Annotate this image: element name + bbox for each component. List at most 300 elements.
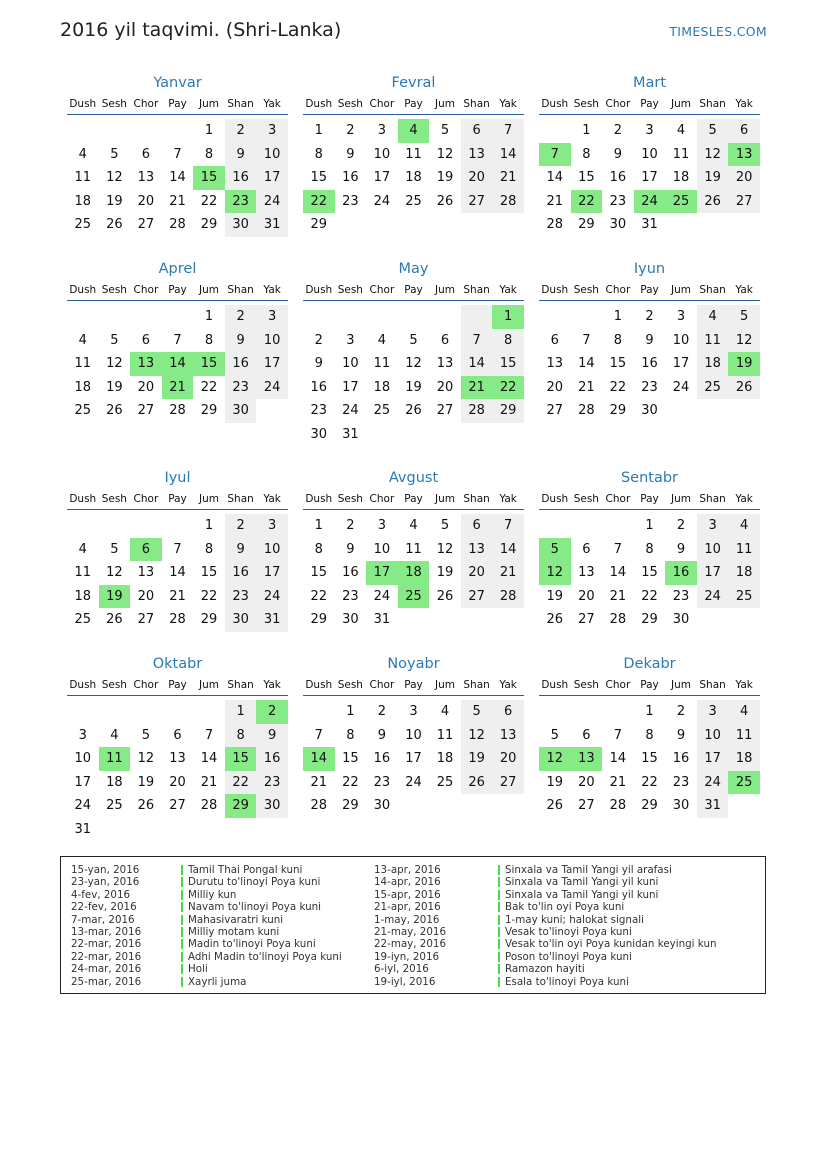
weekday-label: Sesh [101,98,127,110]
empty-cell [162,305,194,329]
legend-holiday-name [181,926,342,938]
day-cell: 12 [697,143,729,167]
weekday-label: Dush [541,284,569,296]
empty-cell [429,305,461,329]
day-cell: 8 [645,727,654,743]
day-cell: 9 [256,724,288,748]
day-cell: 28 [169,403,186,418]
day-cell: 9 [225,329,257,353]
day-cell: 19 [137,774,155,790]
day-cell: 14 [492,143,524,167]
weekday-label: Dush [541,493,569,505]
empty-cell [67,700,99,724]
day-cell: 14 [461,352,493,376]
legend-holiday-text: Sinxala va Tamil Yangi yil kuni [505,888,659,901]
day-cell: 29 [310,612,328,627]
weekday-label: Chor [133,493,159,505]
day-cell: 14 [609,751,627,766]
day-cell: 1 [314,518,323,533]
day-cell: 6 [461,119,493,143]
day-cell: 26 [461,771,493,795]
day-cell: 12 [461,724,493,748]
day-cell: 2 [676,518,686,533]
legend-marker [498,964,500,974]
day-cell: 23 [225,585,257,609]
empty-cell [571,514,603,538]
month-name: Mart [632,75,667,91]
day-cell: 13 [492,724,524,748]
legend-date: 25-mar, 2016 [71,975,142,988]
day-cell: 10 [641,146,658,162]
weekday-label: Shan [699,679,726,691]
day-cell: 18 [728,747,760,771]
day-cell: 29 [200,612,218,627]
empty-cell [571,305,603,329]
day-grid [67,514,288,632]
day-cell: 2 [377,704,387,719]
holiday-day-cell: 29 [225,794,257,818]
month-mart [539,72,760,237]
legend-holiday-name [181,901,342,913]
weekday-label: Shan [227,493,254,505]
empty-cell [335,305,367,329]
day-cell: 19 [106,379,123,395]
day-cell: 4 [676,123,686,138]
weekday-label: Jum [671,493,692,505]
weekday-label: Pay [404,679,423,691]
legend-holiday-name [498,889,717,901]
legend-holiday-name [181,963,342,975]
day-cell: 18 [373,379,391,395]
day-cell: 8 [204,146,214,162]
day-cell: 25 [74,217,92,232]
day-cell: 17 [697,747,729,771]
legend-date: 14-apr, 2016 [374,876,441,889]
day-cell: 7 [613,727,623,743]
day-cell: 2 [645,309,654,324]
day-cell: 13 [546,356,564,371]
legend-holiday-text: Milliy motam kuni [188,925,280,938]
weekday-label: Pay [168,98,187,110]
day-cell: 25 [405,193,422,209]
day-cell: 8 [204,332,214,348]
holiday-day-cell: 22 [303,190,335,214]
day-cell: 23 [641,379,658,395]
legend-holiday-text: Bak to'lin oyi Poya kuni [505,901,625,914]
weekday-label: Yak [499,98,517,110]
day-cell: 7 [173,332,182,348]
day-cell: 9 [377,727,387,743]
weekday-header [67,675,288,696]
legend-holiday-text: Holi [188,963,208,976]
weekday-label: Chor [369,679,395,691]
weekday-label: Sesh [101,679,127,691]
day-cell: 30 [672,798,690,813]
day-cell: 26 [137,798,155,813]
day-cell: 28 [492,190,524,214]
weekday-label: Shan [699,98,726,110]
month-aprel [67,258,288,423]
day-cell: 10 [256,329,288,353]
day-cell: 7 [613,541,623,557]
month-name: May [398,261,429,277]
month-name: Dekabr [623,656,676,672]
weekday-label: Jum [199,284,220,296]
weekday-label: Dush [541,98,569,110]
legend-holiday-name [498,914,717,926]
holiday-day-cell: 21 [162,376,194,400]
page-title: 2016 yil taqvimi. (Shri-Lanka) [60,19,342,41]
day-cell: 8 [582,146,591,162]
day-cell: 6 [582,541,591,557]
day-grid [303,305,524,446]
day-cell: 10 [697,724,729,748]
day-cell: 20 [436,379,454,395]
weekday-label: Jum [435,98,456,110]
weekday-label: Shan [227,98,254,110]
day-cell: 19 [546,774,564,790]
legend-holiday-text: Poson to'linoyi Poya kuni [505,950,632,963]
weekday-label: Yak [263,679,281,691]
day-cell: 12 [106,565,123,580]
day-cell: 21 [169,193,186,209]
day-cell: 9 [613,146,623,162]
day-cell: 13 [169,751,186,766]
weekday-label: Yak [263,98,281,110]
empty-cell [99,700,131,724]
month-dekabr [539,653,760,818]
day-cell: 23 [342,588,359,604]
month-avgust [303,467,524,632]
legend-holiday-text: Adhi Madin to'linoyi Poya kuni [188,950,342,963]
empty-cell [303,305,335,329]
empty-cell [193,700,225,724]
day-cell: 15 [310,565,328,580]
holiday-day-cell: 13 [728,143,760,167]
day-cell: 24 [256,376,288,400]
day-cell: 16 [609,170,627,185]
day-cell: 13 [461,143,493,167]
day-cell: 30 [672,612,690,627]
day-cell: 5 [697,119,729,143]
legend-marker [181,902,183,912]
day-cell: 17 [697,561,729,585]
day-cell: 19 [461,747,493,771]
weekday-label: Dush [69,98,97,110]
legend-marker [181,977,183,987]
day-cell: 29 [492,399,524,423]
weekday-label: Pay [640,284,659,296]
day-cell: 26 [106,403,123,418]
day-cell: 8 [314,146,323,162]
day-cell: 22 [609,379,627,395]
day-cell: 26 [405,403,422,418]
holiday-day-cell: 25 [398,585,430,609]
day-cell: 21 [609,588,627,604]
day-cell: 28 [200,798,218,813]
weekday-label: Yak [499,493,517,505]
weekday-label: Sesh [573,493,599,505]
weekday-label: Pay [168,679,187,691]
day-cell: 30 [342,612,359,627]
weekday-label: Sesh [337,284,363,296]
day-cell: 20 [578,774,595,790]
legend-marker [498,939,500,949]
day-cell: 26 [697,190,729,214]
weekday-label: Shan [227,284,254,296]
weekday-label: Jum [435,493,456,505]
day-cell: 2 [225,119,257,143]
day-cell: 18 [436,751,454,766]
day-cell: 5 [461,700,493,724]
day-cell: 9 [676,727,686,743]
legend-date: 13-mar, 2016 [71,925,142,938]
day-cell: 8 [225,724,257,748]
day-cell: 25 [436,774,454,790]
day-cell: 18 [74,588,92,604]
legend-holiday-text: 1-may kuni; halokat signali [505,913,644,926]
day-cell: 27 [546,403,564,418]
day-cell: 16 [342,170,359,185]
holiday-day-cell: 5 [539,538,571,562]
weekday-label: Sesh [101,284,127,296]
day-cell: 27 [137,403,155,418]
day-cell: 11 [74,565,92,580]
legend-holiday-text: Vesak to'lin oyi Poya kunidan keyingi kun [505,938,717,951]
day-cell: 18 [106,774,123,790]
day-grid [67,305,288,423]
day-cell: 10 [405,727,422,743]
day-cell: 17 [256,561,288,585]
day-cell: 12 [405,356,422,371]
legend-date: 22-mar, 2016 [71,950,142,963]
weekday-label: Chor [133,98,159,110]
day-cell: 19 [436,170,454,185]
day-cell: 7 [173,541,182,557]
month-name: Iyul [164,470,191,486]
day-grid [539,305,760,423]
holiday-day-cell: 2 [256,700,288,724]
day-cell: 19 [106,193,123,209]
day-cell: 28 [609,612,627,627]
legend-holiday-name [498,864,717,876]
holiday-legend [60,856,766,994]
day-cell: 13 [461,538,493,562]
day-cell: 5 [728,305,760,329]
day-cell: 28 [461,399,493,423]
legend-holiday-text: Milliy kun [188,888,237,901]
weekday-label: Shan [227,679,254,691]
weekday-label: Pay [168,284,187,296]
weekday-label: Jum [435,284,456,296]
day-cell: 31 [373,612,391,627]
day-cell: 10 [373,146,391,162]
day-cell: 5 [550,727,559,743]
day-cell: 27 [728,190,760,214]
holiday-day-cell: 11 [99,747,131,771]
legend-marker [498,952,500,962]
legend-date: 22-may, 2016 [374,938,447,951]
day-cell: 30 [609,217,627,232]
holiday-day-cell: 15 [193,166,225,190]
empty-cell [162,119,194,143]
weekday-label: Dush [305,493,333,505]
day-cell: 10 [74,751,92,766]
legend-holiday-text: Tamil Thai Pongal kuni [188,864,303,876]
day-grid [67,119,288,237]
month-sentabr [539,467,760,632]
day-cell: 3 [377,123,387,138]
day-grid [539,700,760,818]
holiday-day-cell: 7 [539,143,571,167]
month-name: Avgust [388,470,439,486]
day-cell: 22 [310,588,328,604]
brand-link[interactable]: TIMESLES.COM [669,24,767,39]
weekday-label: Chor [605,493,631,505]
day-cell: 3 [645,123,654,138]
holiday-day-cell: 18 [398,561,430,585]
day-cell: 30 [225,213,257,237]
day-cell: 12 [106,356,123,371]
day-cell: 31 [256,608,288,632]
day-cell: 18 [672,170,690,185]
day-cell: 10 [697,538,729,562]
day-cell: 27 [461,190,493,214]
legend-date: 21-may, 2016 [374,925,447,938]
weekday-label: Chor [133,679,159,691]
weekday-label: Yak [735,679,753,691]
day-cell: 10 [256,538,288,562]
legend-holiday-name [181,951,342,963]
day-cell: 19 [697,166,729,190]
day-cell: 5 [110,541,119,557]
day-cell: 16 [310,379,328,395]
day-cell: 1 [314,123,323,138]
weekday-label: Chor [605,98,631,110]
legend-marker [498,890,500,900]
weekday-label: Jum [199,98,220,110]
day-cell: 4 [78,146,87,162]
day-cell: 12 [436,541,454,557]
month-name: Fevral [391,75,436,91]
day-cell: 4 [697,305,729,329]
legend-holiday-text: Madin to'linoyi Poya kuni [188,938,316,951]
day-cell: 23 [225,376,257,400]
empty-cell [67,514,99,538]
day-cell: 8 [204,541,214,557]
legend-holiday-text: Vesak to'linoyi Poya kuni [505,925,632,938]
weekday-label: Jum [435,679,456,691]
month-iyun [539,258,760,423]
day-cell: 7 [204,727,214,743]
day-cell: 7 [461,329,493,353]
empty-cell [602,700,634,724]
day-cell: 20 [137,588,155,604]
legend-marker [498,927,500,937]
day-cell: 21 [492,561,524,585]
weekday-label: Dush [69,679,97,691]
day-cell: 20 [728,166,760,190]
day-cell: 21 [310,774,328,790]
weekday-label: Chor [369,284,395,296]
day-cell: 4 [377,332,387,348]
holiday-day-cell: 13 [571,747,603,771]
day-cell: 24 [697,771,729,795]
day-cell: 30 [225,608,257,632]
weekday-label: Sesh [337,98,363,110]
weekday-label: Chor [369,493,395,505]
day-cell: 4 [728,514,760,538]
day-cell: 1 [582,123,591,138]
day-cell: 27 [137,612,155,627]
day-cell: 16 [373,751,391,766]
legend-date: 23-yan, 2016 [71,876,140,889]
legend-holiday-text: Durutu to'linoyi Poya kuni [188,876,321,889]
weekday-label: Pay [640,98,659,110]
day-cell: 22 [200,193,218,209]
day-cell: 27 [461,585,493,609]
weekday-label: Sesh [573,284,599,296]
day-cell: 4 [110,727,119,743]
weekday-label: Yak [499,284,517,296]
holiday-day-cell: 19 [99,585,131,609]
legend-holiday-text: Navam to'linoyi Poya kuni [188,901,322,914]
empty-cell [602,514,634,538]
day-cell: 20 [137,193,155,209]
legend-holiday-name [498,938,717,950]
day-cell: 8 [314,541,323,557]
day-cell: 31 [697,794,729,818]
day-cell: 3 [256,305,288,329]
empty-cell [130,700,162,724]
month-yanvar [67,72,288,237]
day-cell: 11 [728,538,760,562]
day-cell: 23 [672,774,690,790]
legend-holiday-text: Xayrli juma [188,975,247,988]
day-cell: 15 [641,565,658,580]
day-grid [539,514,760,632]
weekday-label: Sesh [101,493,127,505]
day-cell: 27 [578,612,595,627]
day-cell: 16 [256,747,288,771]
day-cell: 28 [169,612,186,627]
day-cell: 14 [200,751,218,766]
day-cell: 15 [342,751,359,766]
legend-date: 15-apr, 2016 [374,888,441,901]
holiday-day-cell: 21 [461,376,493,400]
day-cell: 27 [492,771,524,795]
empty-cell [99,514,131,538]
holiday-day-cell: 25 [728,771,760,795]
holiday-day-cell: 23 [225,190,257,214]
day-cell: 2 [613,123,623,138]
weekday-label: Pay [404,98,423,110]
legend-holiday-name [498,901,717,913]
day-cell: 26 [546,612,564,627]
day-cell: 7 [492,119,524,143]
legend-date: 19-iyn, 2016 [374,950,440,963]
legend-holiday-text: Sinxala va Tamil Yangi yil arafasi [505,864,672,876]
day-cell: 1 [225,700,257,724]
day-cell: 23 [373,774,391,790]
legend-holiday-text: Mahasivaratri kuni [188,913,284,926]
day-cell: 12 [436,146,454,162]
day-cell: 6 [440,332,450,348]
weekday-label: Shan [463,679,490,691]
day-cell: 19 [546,588,564,604]
weekday-label: Chor [133,284,159,296]
day-cell: 6 [582,727,591,743]
